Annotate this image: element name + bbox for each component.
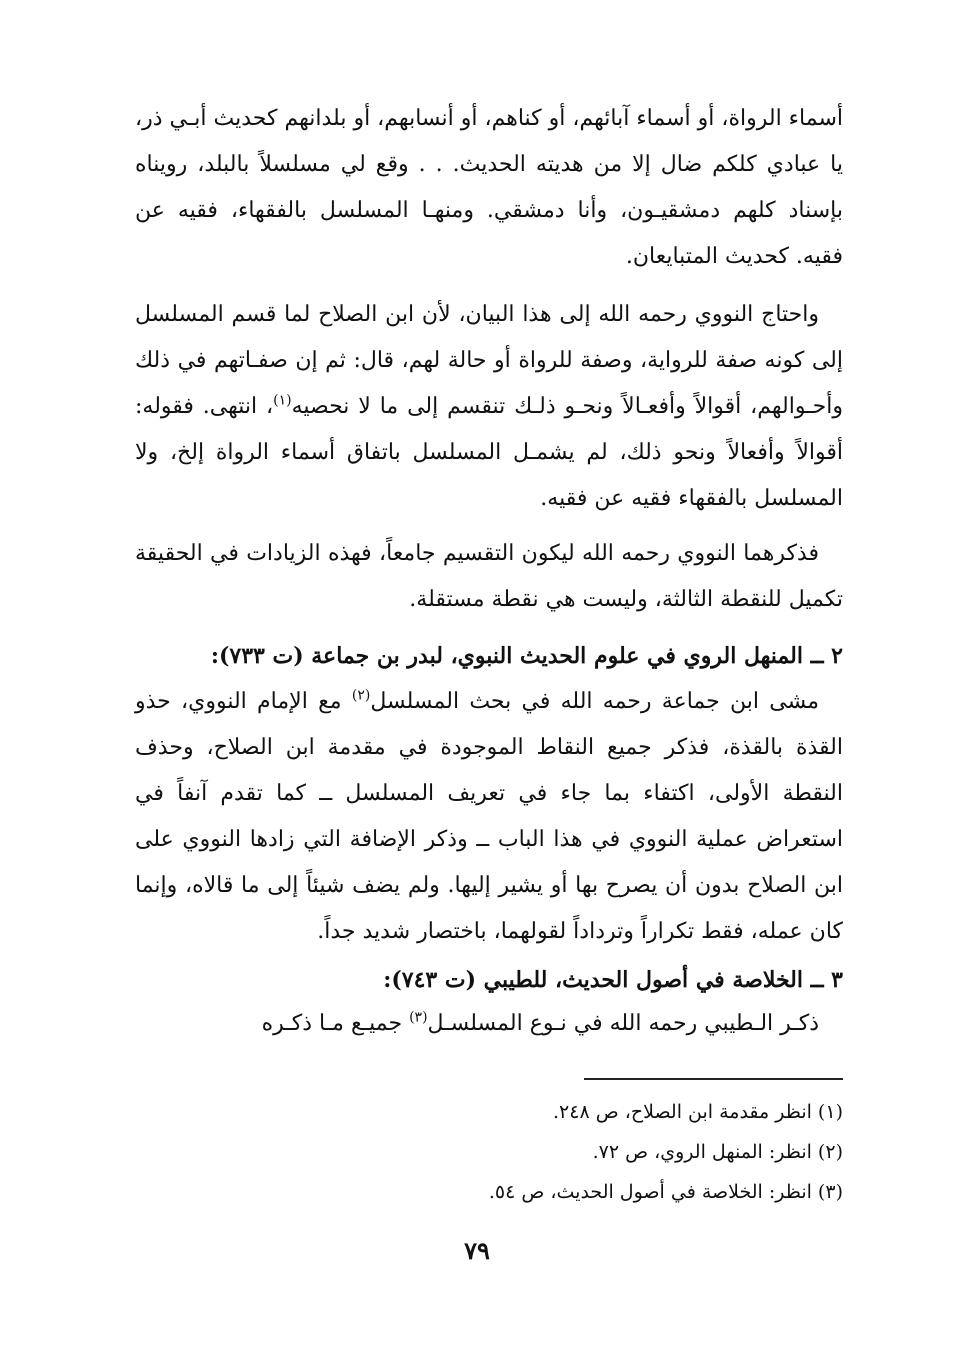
section-heading-2 — [135, 633, 843, 679]
footnote-separator — [584, 1078, 843, 1080]
section-heading-2-text: ٢ ــ المنهل الروي في علوم الحديث النبوي، لبدر بن جماعة (ت ٧٣٣): — [210, 643, 843, 669]
footnote-3: (٣) انظر: الخلاصة في أصول الحديث، ص ٥٤. — [488, 1181, 843, 1203]
paragraph-5-text-a: ذكـر الـطيبي رحمه الله في نـوع المسلسـل — [427, 1011, 819, 1036]
paragraph-2-text-b: ، انتهى. فقوله: أقوالاً وأفعالاً ونحو ذلك، لم يشمـل المسلسل باتفاق أسماء الرواة إلخ، ولا المسلسل بالفقهاء فقيه عن فقيه. — [135, 394, 843, 511]
footnote-2: (٢) انظر: المنهل الروي، ص ٧٢. — [592, 1141, 843, 1163]
paragraph-1 — [135, 96, 843, 280]
paragraph-4-text-a: مشى ابن جماعة رحمه الله في بحث المسلسل — [370, 689, 819, 714]
footnote-ref-1: (١) — [273, 392, 292, 409]
paragraph-2 — [135, 292, 843, 522]
section-heading-3 — [135, 957, 843, 1003]
paragraph-4-text-b: مع الإمام النووي، حذو القذة بالقذة، فذكر جميع النقاط الموجودة في مقدمة ابن الصلاح، وحذف النقطة الأولى، اكتفاء بما جاء في تعريف المسلسل ــ كما تقدم آنفاً في استعراض عملية النووي في هذا الباب ــ وذكر الإضافة التي زادها النووي على ابن الصلاح بدون أن يصرح بها أو يشير إليها. ولم يضف شيئاً إلى ما قالاه، وإنما كان عمله، فقط تكراراً وترداداً لقولهما، باختصار شديد جداً. — [135, 689, 843, 944]
footnote-1: (١) انظر مقدمة ابن الصلاح، ص ٢٤٨. — [552, 1101, 843, 1123]
section-heading-3-text: ٣ ــ الخلاصة في أصول الحديث، للطيبي (ت ٧٤٣): — [383, 967, 843, 993]
paragraph-4 — [135, 679, 843, 955]
footnote-ref-3: (٣) — [409, 1009, 428, 1026]
paragraph-5 — [135, 1001, 843, 1047]
paragraph-2-text-a: واحتاج النووي رحمه الله إلى هذا البيان، لأن ابن الصلاح لما قسم المسلسل إلى كونه صفة للرواية، وصفة للرواة أو حالة لهم، قال: ثم إن صفـاتهم في ذلك وأحـوالهم، أقوالاً وأفعـالاً ونحـو ذلـك تنقسم إلى ما لا نحصيه — [135, 302, 843, 419]
footnote-ref-2: (٢) — [351, 687, 371, 704]
footnotes — [300, 1092, 843, 1212]
paragraph-3-text: فذكرهما النووي رحمه الله ليكون التقسيم جامعاً، فهذه الزيادات في الحقيقة تكميل للنقطة الثالثة، وليست هي نقطة مستقلة. — [135, 541, 843, 612]
page-number: ٧٩ — [464, 1236, 490, 1265]
paragraph-1-text: أسماء الرواة، أو أسماء آبائهم، أو كناهم، أو أنسابهم، أو بلدانهم كحديث أبـي ذر، يا عبادي كلكم ضال إلا من هديته الحديث. . . وقع لي مسلسلاً بالبلد، رويناه بإسناد كلهم دمشقيـون، وأنا دمشقي. ومنهـا المسلسل بالفقهاء، فقيه عن فقيه. كحديث المتبايعان. — [135, 106, 843, 269]
paragraph-5-text-b: جميـع مـا ذكـره — [261, 1011, 410, 1036]
paragraph-3 — [135, 531, 843, 623]
